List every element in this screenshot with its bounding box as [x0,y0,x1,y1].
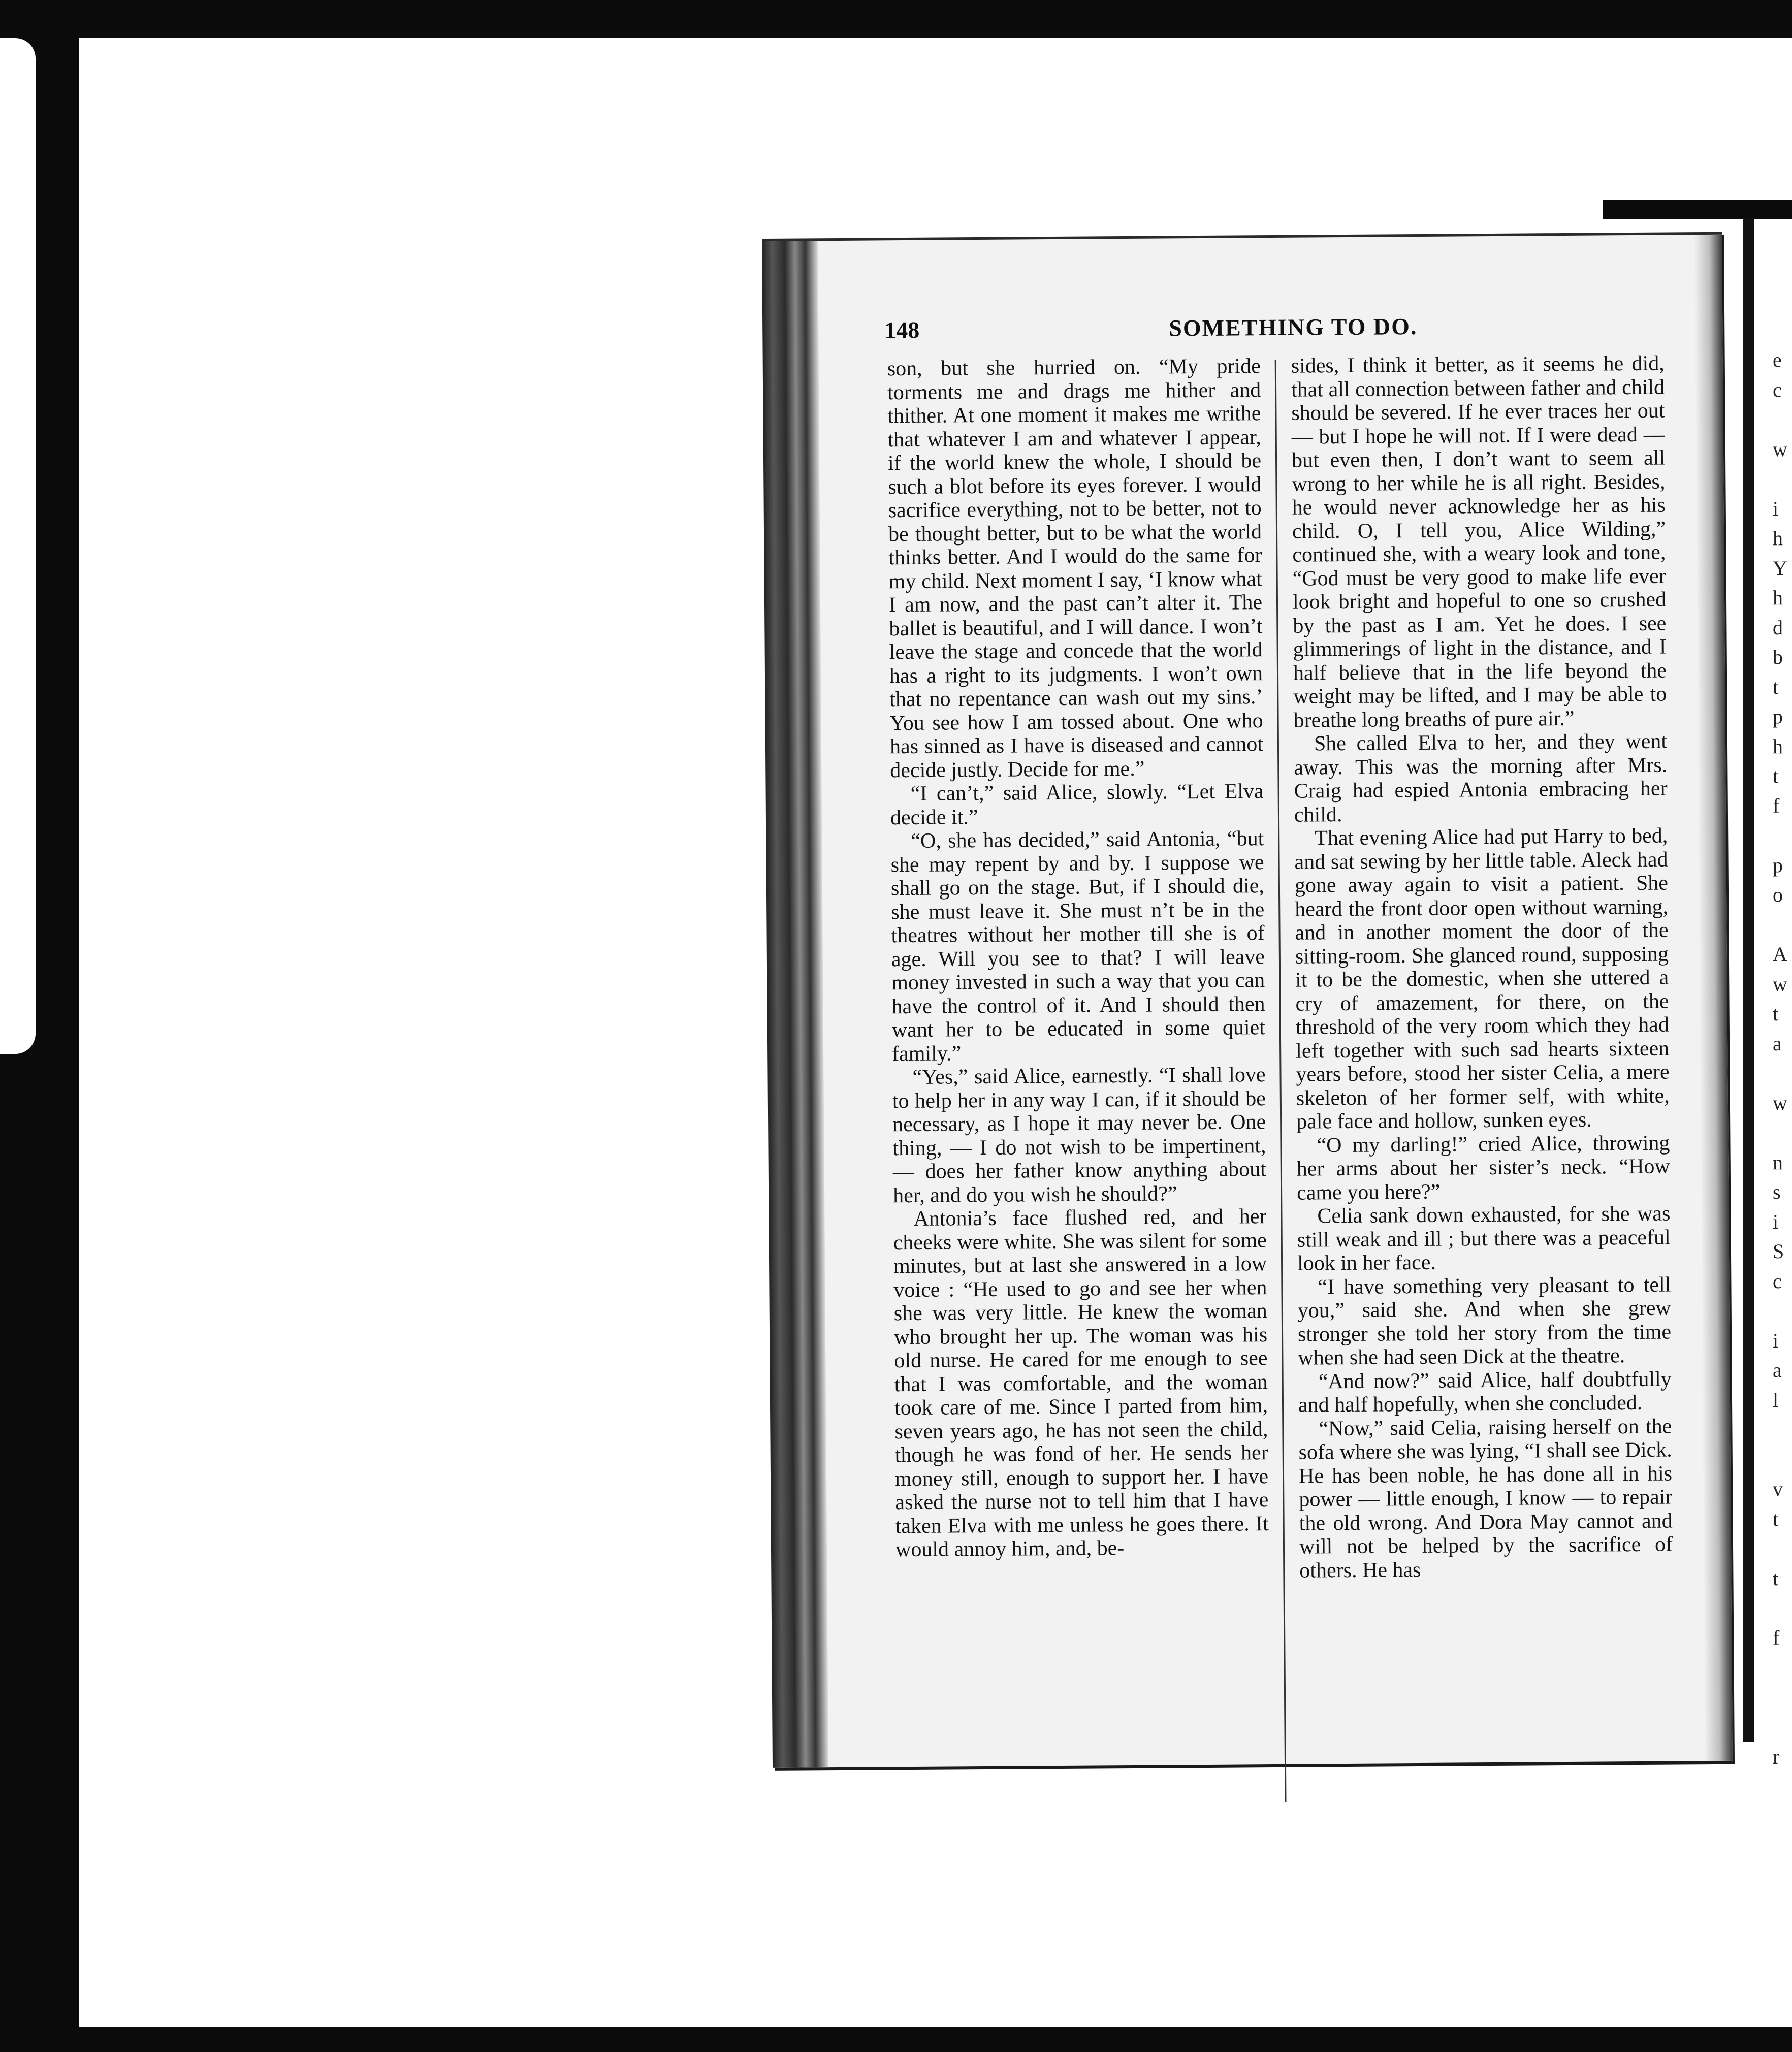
paragraph: “I have something very pleasant to tell you,” said she. And when she grew stronger she told her story from the time when she had seen Dick at the theatre. [1297,1273,1672,1370]
next-page-binding-edge [1743,218,1754,1742]
paragraph: “And now?” said Alice, half doubtfully and half hopefully, when she concluded. [1298,1367,1672,1417]
paragraph: She called Elva to her, and they went away. This was the morning after Mrs. Craig had espied Antonia embracing her child. [1294,729,1668,827]
scan-frame-left-notch [0,38,36,1054]
paragraph: “Now,” said Celia, raising herself on the sofa where she was lying, “I shall see Dick. He has been noble, he has done all in his power — little enough, I know — to repair the old wrong. And Dora May cannot and will not be helped by the sacrifice of others. He has [1298,1415,1673,1583]
text-column-left [887,355,1269,1562]
paragraph: Antonia’s face flushed red, and her cheeks were white. She was silent for some minutes, but at last she answered in a low voice : “He used to go and see her when she was very little. He knew the woman who brought her up. The woman was his old nurse. He cared for me enough to see that I was comfortable, and the woman took care of me. Since I parted from him, seven years ago, he has not seen the child, though he was fond of her. He sends her money still, enough to support her. I have asked the nurse not to tell him that I have taken Elva with me unless he goes there. It would annoy him, and, be- [893,1205,1269,1562]
book-page [762,232,1733,1768]
scan-frame-bottom [79,2027,1792,2052]
column-divider [1275,360,1287,1802]
paragraph: That evening Alice had put Harry to bed, and sat sewing by her little table. Aleck had gone away again to visit a patient. She heard the front door open without warning, and in another moment the door of the sitting-room. She glanced round, supposing it to be the domestic, when she uttered a cry of amazement, for there, on the threshold of the very room which they had left together with such sad hearts sixteen years before, stood her sister Celia, a mere skeleton of her former self, with white, pale face and hollow, sunken eyes. [1294,824,1670,1134]
paragraph: “I can’t,” said Alice, slowly. “Let Elva decide it.” [890,780,1264,829]
paragraph: Celia sank down exhausted, for she was still weak and ill ; but there was a peaceful look in her face. [1297,1202,1671,1275]
paragraph: sides, I think it better, as it seems he did, that all connection between father and child should be severed. If he ever traces her out — but I hope he will not. If I were dead — but even then, I don’t want to seem all wrong to her while he is all right. Besides, he would never acknowledge her as his child. O, I tell you, Alice Wilding,” continued she, with a weary look and tone, “God must be very good to make life ever look bright and hopeful to one so crushed by the past as I am. Yet he does. I see glimmerings of light in the distance, and I half believe that in the life beyond the weight may be lifted, and I may be able to breathe long breaths of pure air.” [1291,351,1667,732]
page-title: SOMETHING TO DO. [1169,313,1418,341]
paragraph: “Yes,” said Alice, earnestly. “I shall love to help her in any way I can, if it should be necessary, as I hope it may never be. One thing, — I do not wish to be impertinent, — does her father know anything about her, and do you wish he should?” [892,1063,1266,1207]
text-column-right [1291,352,1673,1583]
page-number: 148 [884,316,920,343]
page-edge-shadow [1694,235,1733,1761]
scan-frame-top [0,0,1792,38]
running-head [884,311,1616,357]
paragraph: son, but she hurried on. “My pride torments me and drags me hither and thither. At one moment it makes me writhe that whatever I am and whatever I appear, if the world knew the whole, I should be such a blot before its eyes forever. I would sacrifice everything, not to be better, not to be thought better, but to be what the world thinks better. And I would do the same for my child. Next moment I say, ‘I know what I am now, and the past can’t alter it. The ballet is beautiful, and I will dance. I won’t leave the stage and concede that the world has a right to its judgments. I won’t own that no repentance can wash out my sins.’ You see how I am tossed about. One who has sinned as I have is diseased and cannot decide justly. Decide for me.” [887,355,1264,782]
next-page-top-edge [1603,200,1792,219]
page-gutter-shadow [762,241,828,1768]
paragraph: “O, she has decided,” said Antonia, “but she may repent by and by. I suppose we shall go on the stage. But, if I should die, she must leave it. She must n’t be in the theatres without her mother till she is of age. Will you see to that? I will leave money invested in such a way that you can have the control of it. And I should then want her to be educated in some quiet family.” [890,827,1266,1066]
next-page-text-fragment: e c w i h Y h d b t p h t f p o A w t a w n s i S c i a l v t t f r [1773,348,1787,1768]
paragraph: “O my darling!” cried Alice, throwing her arms about her sister’s neck. “How came you here?” [1296,1131,1670,1205]
